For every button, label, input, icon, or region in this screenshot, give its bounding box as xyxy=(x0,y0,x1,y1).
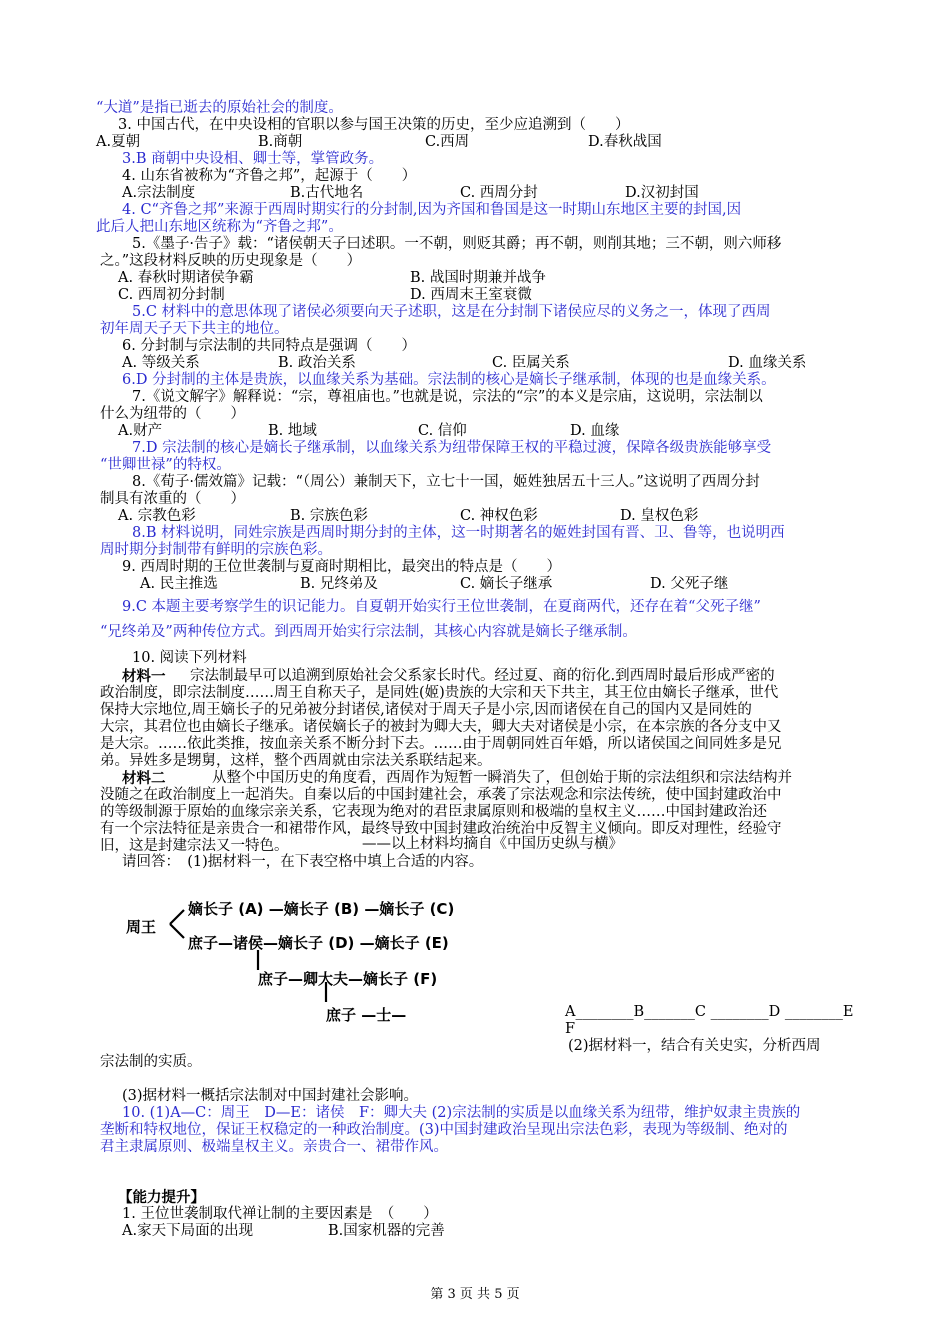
section-heading: 【能力提升】 xyxy=(118,1189,205,1206)
tree-row-4: 庶子 —士— xyxy=(326,1006,407,1024)
option-c: C.西周 xyxy=(425,134,470,150)
fill-in-blanks: A________B_______C ________D ________E xyxy=(565,1004,854,1020)
source-citation: ——以上材料均摘自《中国历史纵与横》 xyxy=(362,836,623,852)
option-c: C. 信仰 xyxy=(418,423,467,439)
option-a: A. 民主推选 xyxy=(140,576,218,592)
option-c: C. 嫡长子继承 xyxy=(460,576,553,592)
option-d: D. 血缘关系 xyxy=(728,355,807,371)
material-1-text: 保持大宗地位,周王嫡长子的兄弟被分封诸侯,诸侯对于周天子是小宗,因而诸侯在自己的国内又是同姓的 xyxy=(100,702,752,718)
answer-5-cont: 初年周天子天下共主的地位。 xyxy=(100,321,289,337)
practice-question-1: 1. 王位世袭制取代禅让制的主要因素是 （ ） xyxy=(122,1206,438,1222)
question-5: 5.《墨子·告子》载：“诸侯朝天子曰述职。一不朝，则贬其爵；再不朝，则削其地；三不朝，则六师移 xyxy=(132,236,782,252)
answer-10: 10. (1)A—C：周王 D—E：诸侯 F：卿大夫 (2)宗法制的实质是以血缘关系为纽带，维护奴隶主贵族的 xyxy=(122,1105,801,1121)
question-6: 6. 分封制与宗法制的共同特点是强调（ ） xyxy=(122,338,416,354)
option-a: A.财产 xyxy=(118,423,163,439)
material-2-text: 从整个中国历史的角度看，西周作为短暂一瞬消失了，但创始于斯的宗法组织和宗法结构并 xyxy=(212,770,792,786)
option-a: A. 宗教色彩 xyxy=(118,508,196,524)
answer-9: 9.C 本题主要考察学生的识记能力。自夏朝开始实行王位世袭制，在夏商两代，还存在着“父死子继” xyxy=(122,599,761,615)
option-c: C. 神权色彩 xyxy=(460,508,538,524)
answer-10-cont: 垄断和特权地位，保证王权稳定的一种政治制度。(3)中国封建政治呈现出宗法色彩，表现为等级制、绝对的 xyxy=(100,1122,788,1138)
material-2-text: 旧，这是封建宗法又一特色。 xyxy=(100,838,289,854)
question-8-cont: 制具有浓重的（ ） xyxy=(100,491,245,507)
option-c: C. 西周分封 xyxy=(460,185,538,201)
material-2-text: 有一个宗法特征是亲贵合一和裙带作风，最终导致中国封建政治统治中反智主义倾向。即反对理性，经验守 xyxy=(100,821,782,837)
option-c: C. 臣属关系 xyxy=(492,355,570,371)
option-b: B. 宗族色彩 xyxy=(290,508,368,524)
material-1-text: 政治制度，即宗法制度……周王自称天子，是同姓(姬)贵族的大宗和天下共主，其王位由嫡长子继承，世代 xyxy=(100,685,779,701)
material-1-text: 是大宗。……依此类推，按血亲关系不断分封下去。……由于周朝同姓百年婚，所以诸侯国之间同姓多是兄 xyxy=(100,736,782,752)
option-d: D. 皇权色彩 xyxy=(620,508,699,524)
material-2-label: 材料二 xyxy=(122,770,166,787)
material-1-text: 宗法制最早可以追溯到原始社会父系家长时代。经过夏、商的衍化.到西周时最后形成严密的 xyxy=(190,668,775,684)
answer-7: 7.D 宗法制的核心是嫡长子继承制，以血缘关系为纽带保障王权的平稳过渡，保障各级贵族能够享受 xyxy=(132,440,772,456)
material-1-text: 大宗，其君位也由嫡长子继承。诸侯嫡长子的被封为卿大夫，卿大夫对诸侯是小宗，在本宗族的各分支中又 xyxy=(100,719,782,735)
tree-king: 周王 xyxy=(126,918,157,936)
page-footer: 第 3 页 共 5 页 xyxy=(430,1287,520,1302)
option-b: B. 地域 xyxy=(268,423,317,439)
answer-9-cont: “兄终弟及”两种传位方式。到西周开始实行宗法制，其核心内容就是嫡长子继承制。 xyxy=(100,624,637,640)
option-b: B.商朝 xyxy=(258,134,303,150)
question-3: 3. 中国古代，在中央设相的官职以参与国王决策的历史，至少应追溯到（ ） xyxy=(118,117,630,133)
material-2-text: 没随之在政治制度上一起消失。自秦以后的中国封建社会，承袭了宗法观念和宗法传统，使中国封建政治中 xyxy=(100,787,782,803)
tree-row-1: 嫡长子 (A) —嫡长子 (B) —嫡长子 (C) xyxy=(188,900,455,918)
option-d: D. 父死子继 xyxy=(650,576,729,592)
answer-6: 6.D 分封制的主体是贵族，以血缘关系为基础。宗法制的核心是嫡长子继承制，体现的也是血缘关系。 xyxy=(122,372,776,388)
material-1-text: 弟。异姓多是甥舅，这样，整个西周就由宗法关系联结起来。 xyxy=(100,753,492,769)
answer-8-cont: 周时期分封制带有鲜明的宗族色彩。 xyxy=(100,542,332,558)
option-a: A. 春秋时期诸侯争霸 xyxy=(118,270,254,286)
answer-5: 5.C 材料中的意思体现了诸侯必须要向天子述职，这是在分封制下诸侯应尽的义务之一，体现了西周 xyxy=(132,304,771,320)
option-a: A. 等级关系 xyxy=(122,355,200,371)
question-5-cont: 之。”这段材料反映的历史现象是（ ） xyxy=(100,253,362,269)
option-d: D.春秋战国 xyxy=(588,134,662,150)
option-a: A.家天下局面的出现 xyxy=(122,1223,254,1239)
option-b: B. 兄终弟及 xyxy=(300,576,378,592)
material-1-label: 材料一 xyxy=(122,668,166,685)
question-10-part-2-cont: 宗法制的实质。 xyxy=(100,1054,202,1070)
question-10-part-2: (2)据材料一，结合有关史实，分析西周 xyxy=(568,1038,821,1054)
option-b: B. 战国时期兼并战争 xyxy=(410,270,546,286)
question-7-cont: 什么为纽带的（ ） xyxy=(100,406,245,422)
option-d: D. 血缘 xyxy=(570,423,620,439)
option-a: A.宗法制度 xyxy=(122,185,196,201)
option-b: B.古代地名 xyxy=(290,185,364,201)
answer-7-cont: “世卿世禄”的特权。 xyxy=(100,457,231,473)
question-4: 4. 山东省被称为“齐鲁之邦”，起源于（ ） xyxy=(122,168,417,184)
answer-line: “大道”是指已逝去的原始社会的制度。 xyxy=(96,100,343,116)
question-10-part-1: 请回答： (1)据材料一，在下表空格中填上合适的内容。 xyxy=(122,854,484,870)
option-d: D.汉初封国 xyxy=(625,185,699,201)
fill-in-blank-f: F xyxy=(565,1021,576,1037)
option-b: B.国家机器的完善 xyxy=(328,1223,445,1239)
question-10: 10. 阅读下列材料 xyxy=(132,650,247,666)
answer-4-cont: 此后人把山东地区统称为“齐鲁之邦”。 xyxy=(96,219,343,235)
option-b: B. 政治关系 xyxy=(278,355,356,371)
option-d: D. 西周末王室衰微 xyxy=(410,287,532,303)
zongfa-tree-diagram xyxy=(118,884,558,1034)
question-8: 8.《荀子·儒效篇》记载：“（周公）兼制天下，立七十一国，姬姓独居五十三人。”这说明了西周分封 xyxy=(132,474,760,490)
question-7: 7.《说文解字》解释说：“宗，尊祖庙也。”也就是说，宗法的“宗”的本义是宗庙，这说明，宗法制以 xyxy=(132,389,763,405)
answer-10-cont: 君主隶属原则、极端皇权主义。亲贵合一、裙带作风。 xyxy=(100,1139,448,1155)
answer-4: 4. C“齐鲁之邦”来源于西周时期实行的分封制,因为齐国和鲁国是这一时期山东地区主要的封国,因 xyxy=(122,202,742,218)
option-a: A.夏朝 xyxy=(96,134,141,150)
answer-3: 3.B 商朝中央设相、卿士等，掌管政务。 xyxy=(122,151,384,167)
question-9: 9. 西周时期的王位世袭制与夏商时期相比，最突出的特点是（ ） xyxy=(122,559,561,575)
material-2-text: 的等级制源于原始的血缘宗亲关系，它表现为绝对的君臣隶属原则和极端的皇权主义……中国封建政治还 xyxy=(100,804,767,820)
option-c: C. 西周初分封制 xyxy=(118,287,225,303)
answer-8: 8.B 材料说明，同姓宗族是西周时期分封的主体，这一时期著名的姬姓封国有晋、卫、鲁等，也说明西 xyxy=(132,525,785,541)
tree-row-2: 庶子—诸侯—嫡长子 (D) —嫡长子 (E) xyxy=(188,934,449,952)
question-10-part-3: (3)据材料一概括宗法制对中国封建社会影响。 xyxy=(122,1088,419,1104)
tree-row-3: 庶子—卿大夫—嫡长子 (F) xyxy=(258,970,438,988)
